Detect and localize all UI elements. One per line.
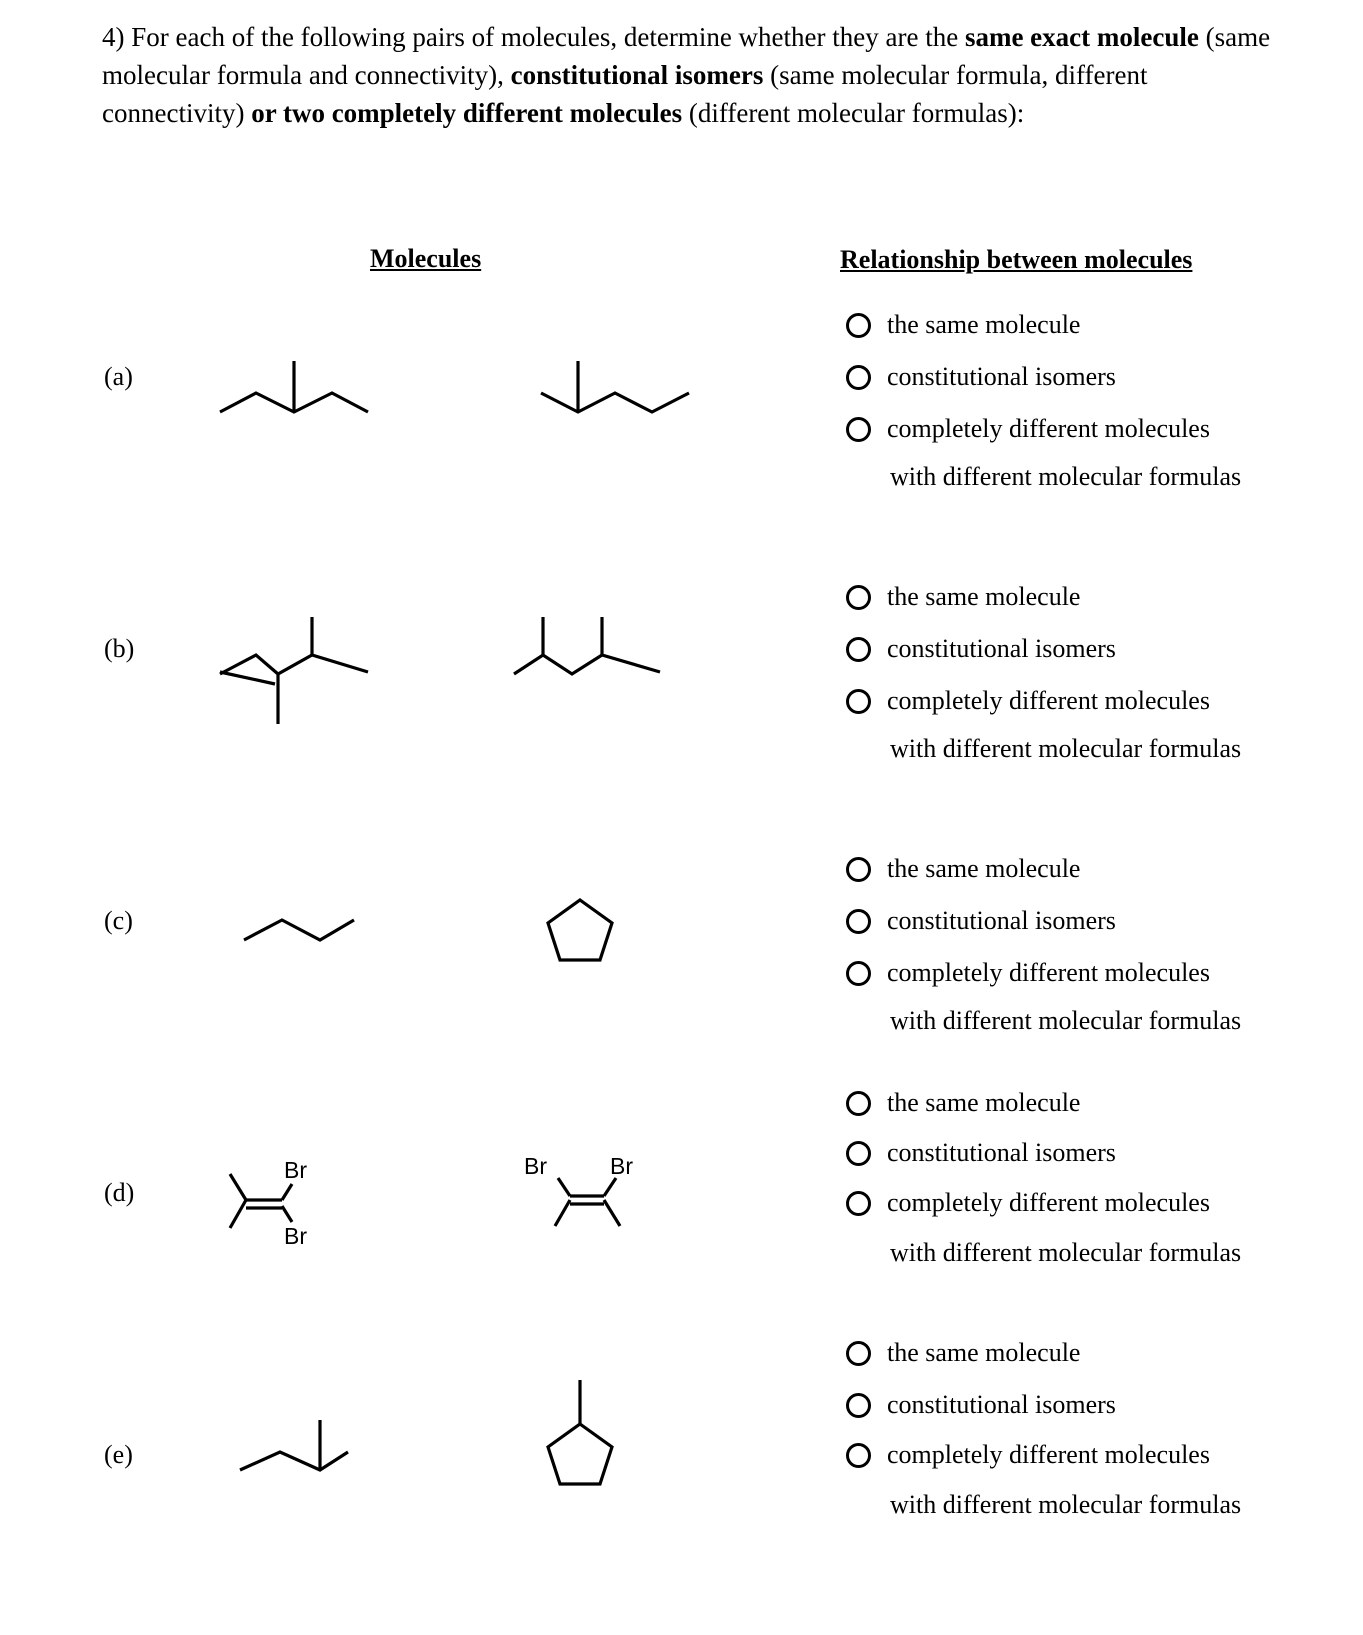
option-different-molecules[interactable]: completely different molecules (846, 1188, 1210, 1218)
option-constitutional-isomers[interactable]: constitutional isomers (846, 1390, 1116, 1420)
row-label: (b) (104, 634, 135, 663)
carbon-chain (240, 1452, 348, 1470)
cyclopentane-ring (548, 1424, 612, 1484)
br-bond-down (282, 1206, 292, 1222)
option-constitutional-isomers[interactable]: constitutional isomers (846, 362, 1116, 392)
radio-button-icon[interactable] (846, 857, 871, 882)
option-different-molecules[interactable]: completely different molecules (846, 686, 1210, 716)
option-same-molecule[interactable]: the same molecule (846, 1338, 1080, 1368)
radio-button-icon[interactable] (846, 1341, 871, 1366)
molecule-c-right (540, 894, 620, 964)
radio-button-icon[interactable] (846, 313, 871, 338)
molecules-header: Molecules (370, 244, 482, 273)
br-bond-left (558, 1178, 570, 1196)
cyclopentane-ring (548, 900, 612, 960)
carbon-chain-main (220, 655, 368, 674)
option-constitutional-isomers[interactable]: constitutional isomers (846, 906, 1116, 936)
br-bond-up (282, 1184, 292, 1200)
radio-button-icon[interactable] (846, 585, 871, 610)
molecule-b-left (210, 622, 380, 732)
molecule-e-left (238, 1398, 368, 1488)
methyl-bond-right (604, 1200, 620, 1226)
option-different-molecules[interactable]: completely different molecules (846, 958, 1210, 988)
question-row-e (0, 1338, 1363, 1628)
question-row-c (0, 844, 1363, 1094)
bromine-label: Br (610, 1153, 633, 1179)
bromine-label: Br (284, 1223, 307, 1249)
radio-button-icon[interactable] (846, 1443, 871, 1468)
molecule-e-right (540, 1378, 620, 1488)
option-different-molecules-cont: with different molecular formulas (890, 462, 1242, 491)
row-label: (e) (104, 1440, 133, 1469)
option-different-molecules-cont: with different molecular formulas (890, 1490, 1242, 1519)
pentane-chain (244, 920, 354, 940)
option-different-molecules-cont: with different molecular formulas (890, 734, 1242, 763)
radio-button-icon[interactable] (846, 1393, 871, 1418)
question-text: 4) For each of the following pairs of molecules, determine whether they are the same exact molecule (same molecular formula and connectivity), constitutional isomers (same molecular formula, different connectivity) or two completely different molecules (different molecular formulas): (102, 22, 1271, 128)
bromine-label: Br (524, 1153, 547, 1179)
molecule-b-right (510, 622, 670, 702)
molecule-d-right (520, 1153, 660, 1266)
radio-button-icon[interactable] (846, 417, 871, 442)
methyl-bond-left (555, 1200, 570, 1226)
molecule-d-left (220, 1156, 340, 1266)
radio-button-icon[interactable] (846, 1091, 871, 1116)
radio-button-icon[interactable] (846, 961, 871, 986)
radio-button-icon[interactable] (846, 637, 871, 662)
radio-button-icon[interactable] (846, 689, 871, 714)
question-row-d (0, 1088, 1363, 1366)
option-same-molecule[interactable]: the same molecule (846, 854, 1080, 884)
br-bond-right (604, 1178, 616, 1196)
carbon-chain (541, 393, 689, 412)
molecule-a-left (210, 350, 370, 420)
carbon-chain (220, 672, 275, 684)
radio-button-icon[interactable] (846, 1141, 871, 1166)
option-different-molecules-cont: with different molecular formulas (890, 1006, 1242, 1035)
row-label: (d) (104, 1178, 135, 1207)
relationship-header: Relationship between molecules (840, 245, 1193, 274)
radio-button-icon[interactable] (846, 1191, 871, 1216)
option-same-molecule[interactable]: the same molecule (846, 1088, 1080, 1118)
molecule-c-left (240, 904, 370, 954)
option-same-molecule[interactable]: the same molecule (846, 310, 1080, 340)
option-different-molecules[interactable]: completely different molecules (846, 1440, 1210, 1470)
row-label: (c) (104, 906, 133, 935)
molecule-a-right (535, 350, 695, 420)
option-different-molecules[interactable]: completely different molecules (846, 414, 1210, 444)
radio-button-icon[interactable] (846, 365, 871, 390)
option-different-molecules-cont: with different molecular formulas (890, 1238, 1242, 1267)
question-row-a (0, 300, 1363, 550)
question-row-b (0, 572, 1363, 822)
bromine-label: Br (284, 1157, 307, 1183)
methyl-bond-down (230, 1200, 246, 1228)
option-same-molecule[interactable]: the same molecule (846, 582, 1080, 612)
radio-button-icon[interactable] (846, 909, 871, 934)
methyl-bond-up (230, 1174, 246, 1200)
option-constitutional-isomers[interactable]: constitutional isomers (846, 634, 1116, 664)
row-label: (a) (104, 362, 133, 391)
option-constitutional-isomers[interactable]: constitutional isomers (846, 1138, 1116, 1168)
carbon-chain-main (514, 655, 660, 674)
